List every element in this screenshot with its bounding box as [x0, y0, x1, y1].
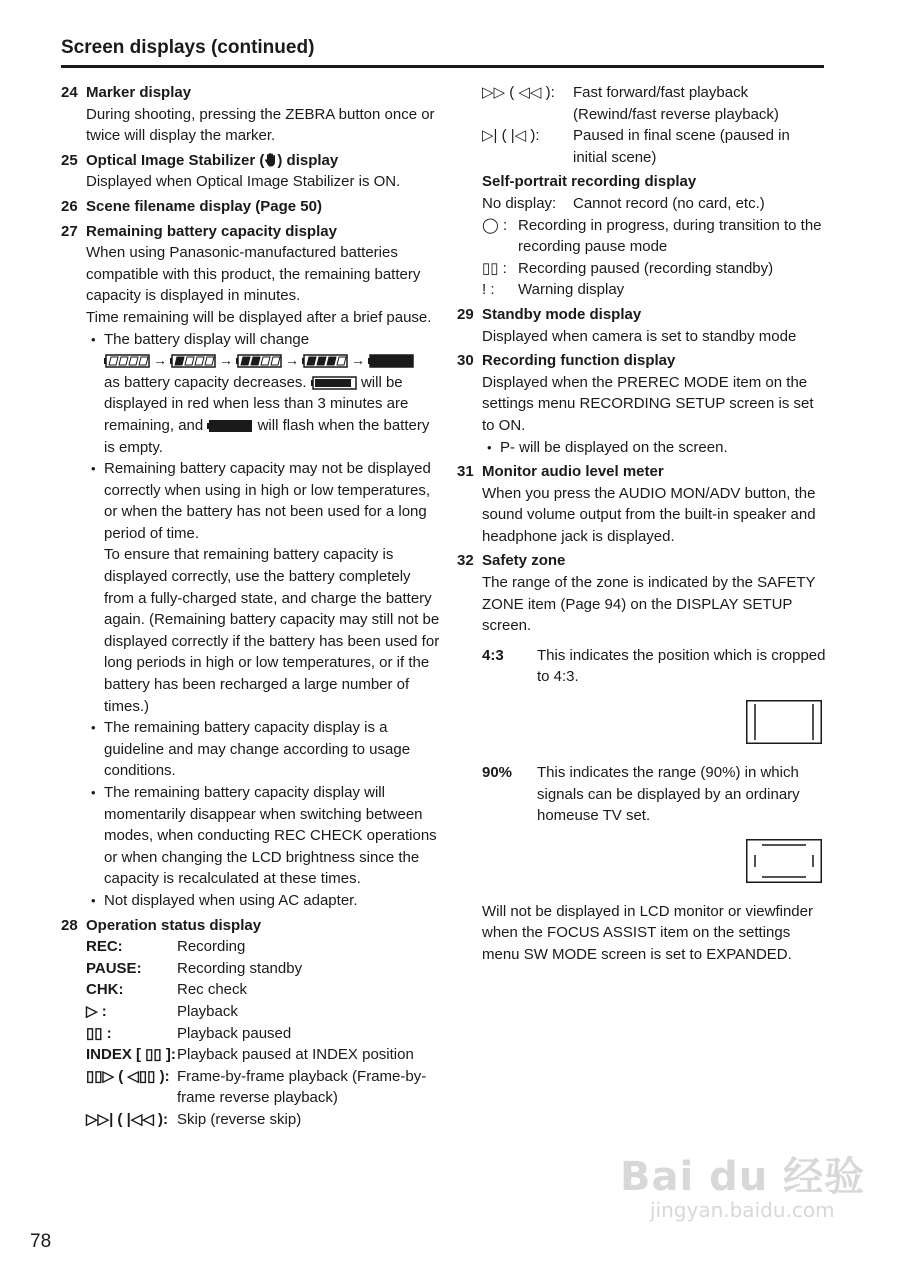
list-item	[482, 279, 827, 301]
item-desc: This indicates the position which is cropped to 4:3.	[537, 646, 826, 686]
bullet-item	[482, 437, 827, 459]
section-32	[457, 550, 827, 882]
section-26	[61, 196, 441, 218]
section-31	[457, 461, 827, 547]
item-desc: Recording in progress, during transition to the recording pause mode	[518, 216, 822, 256]
item-desc: Cannot record (no card, etc.)	[573, 194, 765, 212]
battery-low-icon	[311, 376, 357, 390]
status-label: ▷▷| ( |◁◁ ):	[86, 1110, 169, 1128]
item-label: ◯ :	[482, 216, 508, 234]
list-item	[482, 215, 827, 258]
playback-status-list	[482, 82, 827, 168]
arrow-icon: →	[153, 352, 167, 369]
safety-zone-90-frame	[746, 839, 822, 883]
safety-zone-note	[457, 901, 827, 966]
status-label: ▷ :	[86, 1002, 107, 1020]
section-29	[457, 304, 827, 347]
battery-level-icon	[104, 354, 150, 368]
section-text: Time remaining will be displayed after a brief pause.	[86, 308, 432, 326]
item-label: 90%	[482, 764, 513, 782]
bullet-text: • The remaining battery capacity display will momentarily disappear when switching between modes, when conducting REC CHECK operations or when changing the LCD brightness since the capacity is recalculated at these times.	[104, 784, 437, 888]
section-title: Safety zone	[482, 552, 566, 570]
section-number: 28	[61, 916, 78, 934]
section-number: 25	[61, 151, 78, 169]
status-label: ▯▯▷ ( ◁▯▯ ):	[86, 1067, 170, 1085]
arrow-icon: →	[219, 352, 233, 369]
status-label: ▷| ( |◁ ):	[482, 127, 540, 145]
subsection-title: Self-portrait recording display	[482, 173, 697, 191]
bullet-text: • P- will be displayed on the screen.	[500, 438, 728, 456]
arrow-icon: →	[351, 352, 365, 369]
status-label: ▯▯ :	[86, 1024, 112, 1042]
item-label: ! :	[482, 281, 495, 299]
section-27	[61, 221, 441, 912]
arrow-icon: →	[285, 352, 299, 369]
status-label: PAUSE:	[86, 959, 142, 977]
section-title: Monitor audio level meter	[482, 463, 664, 481]
safety-zone-90	[482, 762, 827, 827]
item-label: No display:	[482, 194, 557, 212]
status-row	[86, 958, 441, 980]
safety-zone-43	[482, 645, 827, 688]
status-desc: Frame-by-frame playback (Frame-by-frame reverse playback)	[177, 1067, 427, 1107]
note-text: Will not be displayed in LCD monitor or viewfinder when the FOCUS ASSIST item on the settings menu SW MODE screen is set to EXPANDED.	[482, 902, 813, 963]
battery-level-icon	[170, 354, 216, 368]
bullet-item	[86, 782, 441, 890]
status-row	[86, 979, 441, 1001]
selfportrait-block	[457, 171, 827, 301]
bullet-text: To ensure that remaining battery capacity is displayed correctly, use the battery completely from a fully-charged state, and charge the battery again. (Remaining battery capacity may still not be displayed correctly if the battery has been used for long periods in high or low temperatures, or if the battery has been recharged a large number of times.)	[104, 546, 440, 715]
bullet-item	[86, 329, 441, 459]
hand-stabilizer-icon	[264, 152, 277, 167]
title-part: Optical Image Stabilizer (	[86, 151, 265, 169]
section-28-continued	[457, 82, 827, 168]
battery-level-icon	[236, 354, 282, 368]
page-title: Screen displays (continued)	[61, 37, 315, 58]
page-header	[61, 36, 824, 68]
section-title: Scene filename display (Page 50)	[86, 197, 322, 215]
item-label: ▯▯ :	[482, 259, 507, 277]
item-desc: Warning display	[518, 281, 625, 299]
status-row	[482, 82, 827, 125]
page-number: 78	[30, 1231, 52, 1252]
section-text: Displayed when the PREREC MODE item on the settings menu RECORDING SETUP screen is set to ON.	[482, 373, 814, 434]
header-rule	[61, 65, 824, 68]
battery-sequence	[104, 350, 441, 372]
watermark-logo: Bai du 经验	[620, 1154, 866, 1200]
status-desc: Skip (reverse skip)	[177, 1110, 302, 1128]
status-desc: Paused in final scene (paused in initial scene)	[573, 127, 790, 166]
status-label: CHK:	[86, 981, 124, 999]
status-desc: Fast forward/fast playback (Rewind/fast reverse playback)	[573, 84, 779, 123]
status-label: INDEX [ ▯▯ ]:	[86, 1046, 176, 1064]
status-row	[86, 1044, 441, 1066]
bullet-text: • Not displayed when using AC adapter.	[104, 891, 358, 909]
status-row	[86, 1109, 441, 1131]
status-desc: Playback paused	[177, 1024, 292, 1042]
section-title: Recording function display	[482, 352, 676, 370]
watermark	[620, 1145, 865, 1222]
section-title	[86, 150, 441, 172]
section-number: 31	[457, 463, 474, 481]
section-25	[61, 150, 441, 193]
right-column	[457, 80, 827, 966]
watermark-url: jingyan.baidu.com	[650, 1198, 835, 1222]
section-text: The range of the zone is indicated by the SAFETY ZONE item (Page 94) on the DISPLAY SETUP screen.	[482, 574, 816, 635]
status-row	[86, 936, 441, 958]
status-row	[86, 1001, 441, 1023]
section-title: Operation status display	[86, 916, 262, 934]
status-row	[86, 1023, 441, 1045]
bullet-text: • The remaining battery capacity display is a guideline and may change according to usage conditions.	[104, 719, 411, 780]
list-item	[482, 193, 827, 215]
battery-empty-icon	[207, 419, 253, 433]
section-text: During shooting, pressing the ZEBRA button once or twice will display the marker.	[86, 105, 435, 145]
title-part: ) display	[277, 151, 339, 169]
item-desc: Recording paused (recording standby)	[518, 259, 774, 277]
section-text: When you press the AUDIO MON/ADV button, the sound volume output from the built-in speaker and headphone jack is displayed.	[482, 484, 816, 545]
left-column	[61, 80, 441, 1131]
item-desc: This indicates the range (90%) in which signals can be displayed by an ordinary homeuse TV set.	[537, 764, 800, 825]
section-title: Remaining battery capacity display	[86, 222, 337, 240]
section-text: Displayed when camera is set to standby mode	[482, 327, 797, 345]
status-desc: Playback	[177, 1002, 238, 1020]
item-label: 4:3	[482, 646, 504, 664]
section-text: Displayed when Optical Image Stabilizer is ON.	[86, 173, 401, 191]
status-list	[86, 936, 441, 1130]
section-number: 26	[61, 197, 78, 215]
status-desc: Rec check	[177, 981, 248, 999]
bullet-text: • Remaining battery capacity may not be displayed correctly when using in high or low temperatures, or when the battery has not been used for a long period of time.	[104, 460, 431, 542]
status-row	[482, 125, 827, 168]
bullet-text: as battery capacity decreases. will be displayed in red when less than 3 minutes are remaining, and will flash when the battery is empty.	[104, 373, 430, 456]
status-row	[86, 1066, 441, 1109]
bullet-item	[86, 717, 441, 782]
status-desc: Recording	[177, 938, 246, 956]
safety-zone-43-frame	[746, 700, 822, 744]
section-number: 27	[61, 222, 78, 240]
section-number: 24	[61, 84, 78, 101]
bullet-item	[86, 890, 441, 912]
status-desc: Recording standby	[177, 959, 303, 977]
status-label: ▷▷ ( ◁◁ ):	[482, 84, 555, 101]
section-title: Marker display	[86, 84, 192, 101]
section-30	[457, 350, 827, 458]
section-text: When using Panasonic-manufactured batteries compatible with this product, the remaining battery capacity is displayed in minutes.	[86, 244, 421, 305]
status-label: REC:	[86, 938, 123, 956]
bullet-item	[86, 458, 441, 717]
section-number: 30	[457, 352, 474, 370]
section-number: 32	[457, 552, 474, 570]
battery-level-icon	[302, 354, 348, 368]
section-24	[61, 82, 441, 147]
section-28	[61, 915, 441, 1131]
status-desc: Playback paused at INDEX position	[177, 1046, 414, 1064]
section-number: 29	[457, 305, 474, 323]
battery-level-icon	[368, 354, 414, 368]
bullet-text: • The battery display will change	[104, 330, 310, 348]
list-item	[482, 258, 827, 280]
section-title: Standby mode display	[482, 305, 642, 323]
